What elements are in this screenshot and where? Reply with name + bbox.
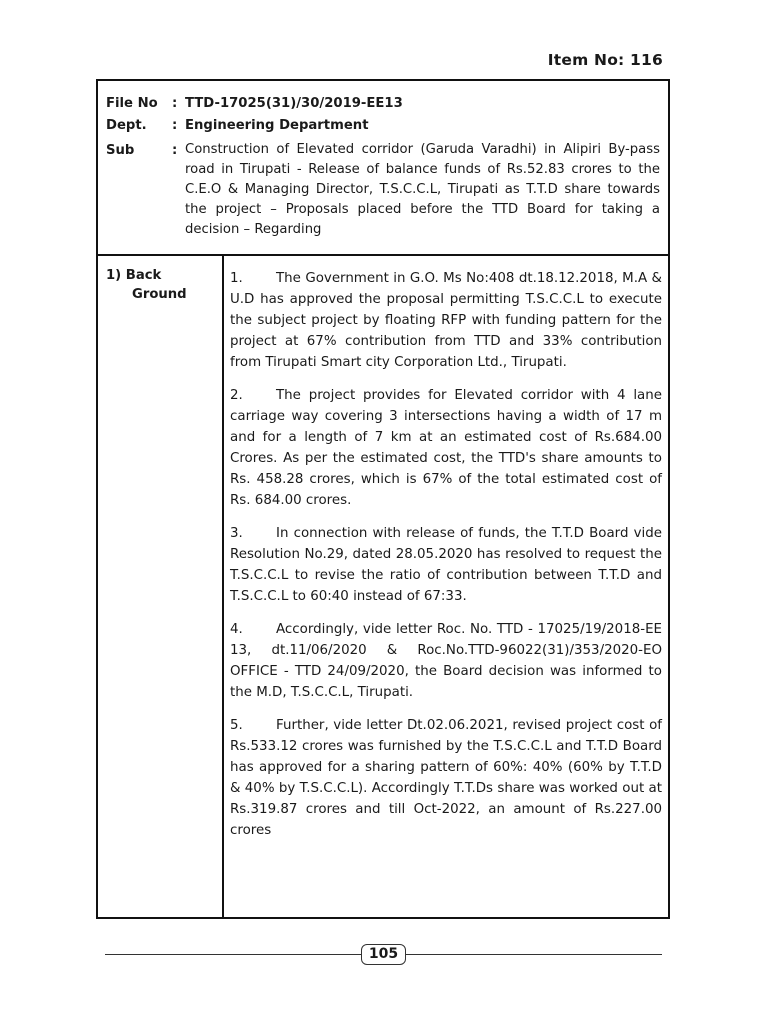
paragraph-text: The project provides for Elevated corridor with 4 lane carriage way covering 3 intersections having a width of 17 m and for a length of 7 km at an estimated cost of Rs.684.00 Crores. As per the estimated cost, the TTD's share amounts to Rs. 458.28 crores, which is 67% of the total estimated cost of Rs. 684.00 crores. — [230, 388, 662, 508]
file-header — [98, 81, 668, 256]
paragraph-3 — [230, 523, 662, 607]
colon: : — [172, 143, 178, 158]
section-content — [224, 256, 668, 917]
colon: : — [172, 118, 178, 133]
section-label — [98, 256, 224, 917]
section-label-line2: Ground — [132, 287, 187, 302]
file-no-label: File No — [106, 96, 158, 111]
background-section — [98, 256, 668, 917]
document-table — [96, 79, 670, 919]
footer-divider-right — [406, 954, 662, 955]
colon: : — [172, 96, 178, 111]
paragraph-number: 2. — [230, 388, 243, 403]
item-number: Item No: 116 — [547, 51, 663, 69]
footer-divider-left — [105, 954, 361, 955]
paragraph-4 — [230, 619, 662, 703]
paragraph-1 — [230, 268, 662, 373]
subject-row — [106, 140, 660, 240]
file-no-value: TTD-17025(31)/30/2019-EE13 — [185, 96, 403, 111]
paragraph-2 — [230, 385, 662, 511]
paragraph-5 — [230, 715, 662, 841]
paragraph-text: Accordingly, vide letter Roc. No. TTD - 17025/19/2018-EE 13, dt.11/06/2020 & Roc.No.TTD-96022(31)/353/2020-EO OFFICE - TTD 24/09/2020, the Board decision was informed to the M.D, T.S.C.C.L, Tirupati. — [230, 622, 662, 700]
dept-label: Dept. — [106, 118, 147, 133]
section-label-line1: 1) Back — [106, 268, 162, 283]
paragraph-number: 5. — [230, 718, 243, 733]
paragraph-number: 1. — [230, 271, 243, 286]
paragraph-number: 3. — [230, 526, 243, 541]
paragraph-text: In connection with release of funds, the T.T.D Board vide Resolution No.29, dated 28.05.2020 has resolved to request the T.S.C.C.L to revise the ratio of contribution between T.T.D and T.S.C.C.L to 60:40 instead of 67:33. — [230, 526, 662, 604]
subject-text: Construction of Elevated corridor (Garuda Varadhi) in Alipiri By-pass road in Tirupati - Release of balance funds of Rs.52.83 crores to the C.E.O & Managing Director, T.S.C.C.L, Tirupati as T.T.D share towards the project – Proposals placed before the TTD Board for taking a decision – Regarding — [185, 142, 660, 237]
dept-value: Engineering Department — [185, 118, 369, 133]
paragraph-number: 4. — [230, 622, 243, 637]
paragraph-text: The Government in G.O. Ms No:408 dt.18.12.2018, M.A & U.D has approved the proposal permitting T.S.C.C.L to execute the subject project by floating RFP with funding pattern for the project at 67% contribution from TTD and 33% contribution from Tirupati Smart city Corporation Ltd., Tirupati. — [230, 271, 662, 370]
file-no-row — [106, 93, 660, 114]
paragraph-text: Further, vide letter Dt.02.06.2021, revised project cost of Rs.533.12 crores was furnished by the T.S.C.C.L and T.T.D Board has approved for a sharing pattern of 60%: 40% (60% by T.T.D & 40% by T.S.C.C.L). Accordingly T.T.Ds share was worked out at Rs.319.87 crores and till Oct-2022, an amount of Rs.227.00 crores — [230, 718, 662, 838]
sub-label: Sub — [106, 143, 135, 158]
dept-row — [106, 115, 660, 136]
page-number: 105 — [361, 944, 406, 965]
